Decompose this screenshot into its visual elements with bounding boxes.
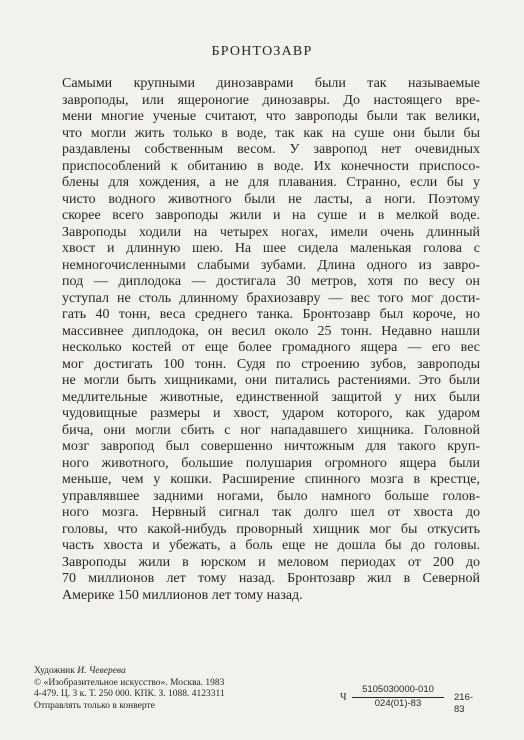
text-line: завроподы, или ящероногие динозавры. До настоящего вре-	[62, 92, 480, 108]
text-line: раздавлены собственным весом. У завропод нет очевидных	[62, 142, 480, 157]
article-text	[62, 76, 480, 604]
text-line: ного животного, большие полушария огромного ящера были	[62, 455, 480, 471]
text-line: не могли быть хищниками, они питались растениями. Это были	[62, 373, 480, 388]
page-title: БРОНТОЗАВР	[211, 44, 313, 59]
text-line: чудовищные размеры и хвост, ударом которого, как ударом	[62, 406, 480, 421]
text-line: меньше, чем у кошки. Расширение спинного мозга в крестце,	[62, 472, 480, 487]
artist-label: Художник	[34, 666, 75, 676]
text-line: бича, они могли сбить с ног нападавшего хищника. Головной	[62, 422, 480, 438]
text-line: часть хвоста и убежать, а боль еще не дошла бы до головы.	[62, 538, 480, 553]
text-line: мозг завропод был совершенно ничтожным для такого круп-	[62, 439, 480, 454]
catalog-code-suffix: 216-83	[454, 692, 474, 715]
catalog-code-prefix: Ч	[340, 692, 347, 703]
text-line: приспособлений к обитанию в воде. Их конечности приспосо-	[62, 158, 480, 174]
text-line: Завроподы ходили на четырех ногах, имели очень длинный	[62, 224, 480, 240]
text-line: чисто водного животного были не ласты, а ноги. Поэтому	[62, 191, 480, 207]
text-line: мог достигать 100 тонн. Судя по строению зубов, завроподы	[62, 356, 480, 372]
text-line: управлявшее задними ногами, было намного больше голов-	[62, 488, 480, 504]
artist-name: И. Чеверева	[77, 666, 126, 676]
mailing-note: Отправлять только в конверте	[34, 700, 155, 711]
text-line: мени многие ученые считают, что завроподы были так велики,	[62, 109, 480, 124]
text-line: гать 40 тонн, веса среднего танка. Бронтозавр был короче, но	[62, 307, 480, 322]
text-line: массивнее диплодока, он весил около 25 тонн. Недавно нашли	[62, 323, 480, 339]
text-line: хвост и длинную шею. На шее сидела маленькая голова с	[62, 241, 480, 256]
text-line: немногочисленными слабыми зубами. Длина одного из завро-	[62, 257, 480, 273]
text-line: под — диплодока — достигала 30 метров, хотя по весу он	[62, 274, 480, 289]
text-line: блены для хождения, а не для плавания. Странно, если бы у	[62, 175, 480, 190]
text-line: головы, что какой-нибудь проворный хищник мог бы откусить	[62, 521, 480, 537]
catalog-code-denominator: 024(01)-83	[374, 698, 422, 709]
text-line: Америке 150 миллионов лет тому назад.	[62, 587, 303, 603]
text-line: несколько костей от еще более громадного ящера — его вес	[62, 340, 480, 355]
text-line: медлительные животные, единственной защитой у них были	[62, 389, 480, 405]
text-line: 70 миллионов лет тому назад. Бронтозавр жил в Северной	[62, 571, 480, 586]
text-line: Завроподы жили в юрском и меловом периодах от 200 до	[62, 554, 480, 570]
text-line: что могли жить только в воде, так как на суше они были бы	[62, 125, 480, 141]
publisher-line: © «Изобразительное искусство». Москва. 1983	[34, 677, 225, 688]
text-line: Самыми крупными динозаврами были так называемые	[62, 76, 480, 91]
artist-credit	[34, 666, 494, 678]
print-info-line: 4-479. Ц. 3 к. Т. 250 000. КПК. З. 1088. 4123311	[34, 689, 225, 699]
text-line: уступал не столь длинному брахиозавру — вес того мог дости-	[62, 290, 480, 306]
catalog-code-numerator: 5105030000-010	[352, 684, 444, 698]
text-line: скорее всего завроподы жили и на суше и в мелкой воде.	[62, 208, 480, 223]
text-line: ного мозга. Нервный сигнал так долго шел от хвоста до	[62, 505, 480, 520]
